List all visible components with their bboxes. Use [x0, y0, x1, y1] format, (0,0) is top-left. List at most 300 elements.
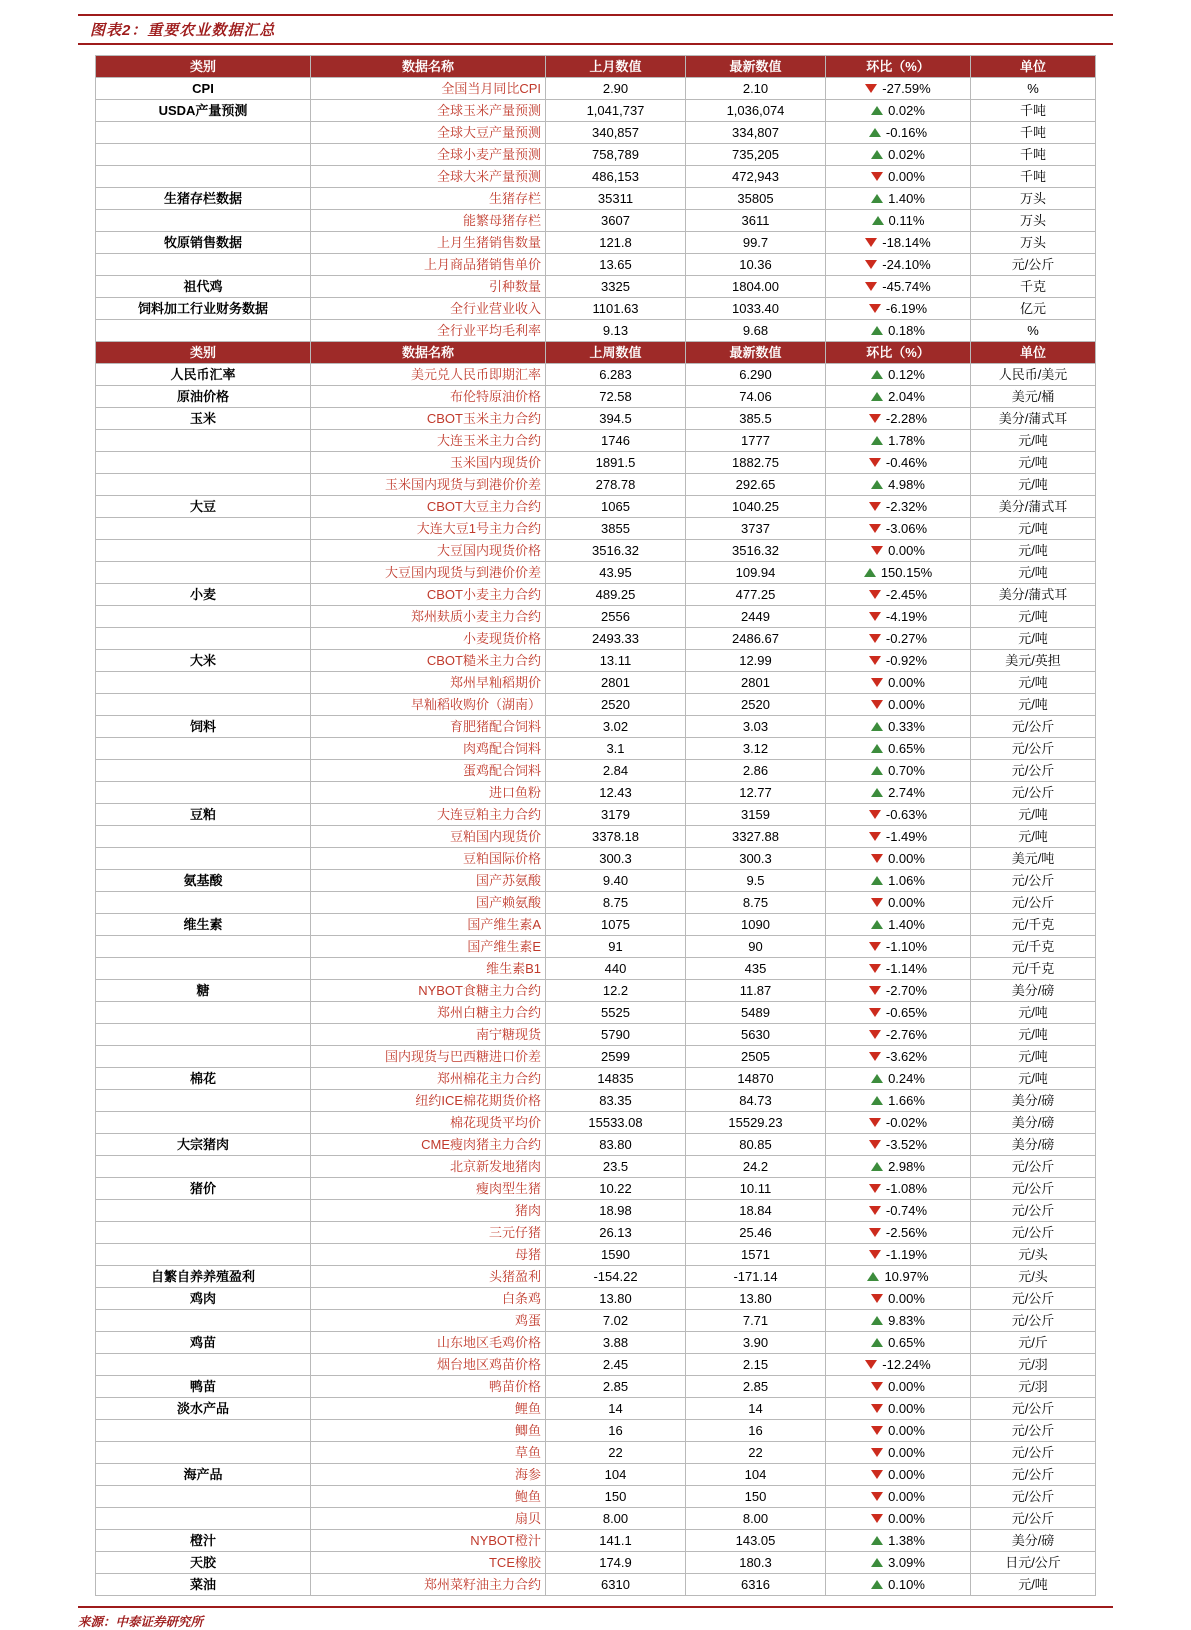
table-row — [96, 672, 1096, 694]
table-row — [96, 562, 1096, 584]
row-change — [826, 760, 971, 782]
row-latest-value: 22 — [686, 1442, 826, 1464]
row-category — [96, 254, 311, 276]
table-row — [96, 694, 1096, 716]
table-row — [96, 364, 1096, 386]
row-unit: 元/吨 — [971, 804, 1096, 826]
table-row — [96, 1530, 1096, 1552]
row-latest-value: 16 — [686, 1420, 826, 1442]
header-unit: 单位 — [971, 56, 1096, 78]
table-row — [96, 1332, 1096, 1354]
row-unit: 元/公斤 — [971, 1310, 1096, 1332]
table-row — [96, 1002, 1096, 1024]
row-prev-value: 2.84 — [546, 760, 686, 782]
row-latest-value: 2505 — [686, 1046, 826, 1068]
row-category — [96, 1310, 311, 1332]
change-value: -0.46% — [885, 455, 928, 471]
row-data-name: 北京新发地猪肉 — [311, 1156, 546, 1178]
row-latest-value: 3159 — [686, 804, 826, 826]
row-data-name: 鸡蛋 — [311, 1310, 546, 1332]
row-latest-value: 2.86 — [686, 760, 826, 782]
row-prev-value: 300.3 — [546, 848, 686, 870]
row-data-name: NYBOT食糖主力合约 — [311, 980, 546, 1002]
triangle-up-icon — [871, 1580, 883, 1589]
change-value: 0.00% — [888, 1401, 925, 1417]
triangle-down-icon — [871, 546, 883, 555]
triangle-up-icon — [871, 370, 883, 379]
change-value: -3.06% — [885, 521, 928, 537]
triangle-down-icon — [869, 1228, 881, 1237]
row-data-name: 鲤鱼 — [311, 1398, 546, 1420]
change-value: -45.74% — [882, 279, 931, 295]
table-row — [96, 650, 1096, 672]
row-category — [96, 760, 311, 782]
row-unit: 美分/磅 — [971, 980, 1096, 1002]
table-row — [96, 628, 1096, 650]
change-value: -1.14% — [885, 961, 928, 977]
row-change — [826, 1574, 971, 1596]
row-change — [826, 1376, 971, 1398]
row-latest-value: 150 — [686, 1486, 826, 1508]
figure-title-bar — [78, 14, 1113, 45]
row-category: USDA产量预测 — [96, 100, 311, 122]
row-prev-value: 3179 — [546, 804, 686, 826]
row-data-name: 大豆国内现货价格 — [311, 540, 546, 562]
source-note: 来源：中泰证券研究所 — [78, 1606, 1113, 1630]
table-row — [96, 870, 1096, 892]
row-data-name: 国产维生素A — [311, 914, 546, 936]
triangle-up-icon — [871, 1558, 883, 1567]
table-row — [96, 1508, 1096, 1530]
row-unit: 元/吨 — [971, 562, 1096, 584]
table-row — [96, 936, 1096, 958]
row-prev-value: 14 — [546, 1398, 686, 1420]
row-prev-value: 5525 — [546, 1002, 686, 1024]
row-unit: 元/公斤 — [971, 1200, 1096, 1222]
row-prev-value: 2.90 — [546, 78, 686, 100]
row-unit: 元/吨 — [971, 474, 1096, 496]
row-change — [826, 78, 971, 100]
row-latest-value: 7.71 — [686, 1310, 826, 1332]
row-prev-value: 3325 — [546, 276, 686, 298]
row-change — [826, 232, 971, 254]
header-unit: 单位 — [971, 342, 1096, 364]
row-unit: 元/公斤 — [971, 716, 1096, 738]
change-value: 0.00% — [888, 1445, 925, 1461]
row-unit: 千克 — [971, 276, 1096, 298]
row-latest-value: 99.7 — [686, 232, 826, 254]
triangle-down-icon — [871, 1470, 883, 1479]
table-row — [96, 254, 1096, 276]
row-prev-value: 13.65 — [546, 254, 686, 276]
row-latest-value: 2.85 — [686, 1376, 826, 1398]
change-value: 0.24% — [888, 1071, 925, 1087]
row-latest-value: 24.2 — [686, 1156, 826, 1178]
row-change — [826, 518, 971, 540]
row-category: 淡水产品 — [96, 1398, 311, 1420]
row-data-name: CBOT大豆主力合约 — [311, 496, 546, 518]
table-row — [96, 386, 1096, 408]
row-change — [826, 804, 971, 826]
triangle-down-icon — [869, 304, 881, 313]
row-prev-value: 2556 — [546, 606, 686, 628]
change-value: -6.19% — [885, 301, 928, 317]
row-change — [826, 1288, 971, 1310]
triangle-down-icon — [869, 986, 881, 995]
row-data-name: 玉米国内现货价 — [311, 452, 546, 474]
row-category: 自繁自养养殖盈利 — [96, 1266, 311, 1288]
row-latest-value: 90 — [686, 936, 826, 958]
row-change — [826, 980, 971, 1002]
change-value: -0.92% — [885, 653, 928, 669]
triangle-up-icon — [871, 788, 883, 797]
table-row — [96, 1266, 1096, 1288]
row-change — [826, 298, 971, 320]
triangle-down-icon — [871, 1404, 883, 1413]
row-category — [96, 144, 311, 166]
table-row — [96, 1310, 1096, 1332]
row-prev-value: 91 — [546, 936, 686, 958]
triangle-up-icon — [871, 326, 883, 335]
row-unit: 元/吨 — [971, 628, 1096, 650]
row-unit: 人民币/美元 — [971, 364, 1096, 386]
change-value: 0.10% — [888, 1577, 925, 1593]
row-unit: 亿元 — [971, 298, 1096, 320]
row-unit: 元/公斤 — [971, 782, 1096, 804]
row-prev-value: 121.8 — [546, 232, 686, 254]
row-data-name: 豆粕国际价格 — [311, 848, 546, 870]
row-change — [826, 1244, 971, 1266]
triangle-down-icon — [869, 1030, 881, 1039]
row-latest-value: 334,807 — [686, 122, 826, 144]
change-value: 0.11% — [888, 213, 925, 229]
row-unit: 万头 — [971, 210, 1096, 232]
row-category — [96, 430, 311, 452]
row-change — [826, 1486, 971, 1508]
row-change — [826, 144, 971, 166]
row-category — [96, 936, 311, 958]
row-prev-value: 440 — [546, 958, 686, 980]
row-latest-value: 385.5 — [686, 408, 826, 430]
triangle-down-icon — [869, 612, 881, 621]
row-prev-value: 1590 — [546, 1244, 686, 1266]
row-category: 玉米 — [96, 408, 311, 430]
row-category — [96, 452, 311, 474]
change-value: -1.08% — [885, 1181, 928, 1197]
row-data-name: 母猪 — [311, 1244, 546, 1266]
row-prev-value: 14835 — [546, 1068, 686, 1090]
triangle-down-icon — [871, 854, 883, 863]
row-prev-value: 758,789 — [546, 144, 686, 166]
triangle-down-icon — [869, 502, 881, 511]
table-row — [96, 540, 1096, 562]
row-prev-value: 6310 — [546, 1574, 686, 1596]
row-unit: 日元/公斤 — [971, 1552, 1096, 1574]
row-change — [826, 1552, 971, 1574]
triangle-up-icon — [871, 480, 883, 489]
row-category — [96, 1244, 311, 1266]
change-value: -2.70% — [885, 983, 928, 999]
row-data-name: 玉米国内现货与到港价价差 — [311, 474, 546, 496]
row-latest-value: 1033.40 — [686, 298, 826, 320]
triangle-down-icon — [869, 1118, 881, 1127]
row-category — [96, 1222, 311, 1244]
table-row — [96, 1442, 1096, 1464]
row-unit: 美分/磅 — [971, 1090, 1096, 1112]
table-row — [96, 958, 1096, 980]
row-category — [96, 826, 311, 848]
row-unit: 元/吨 — [971, 540, 1096, 562]
row-unit: 元/吨 — [971, 430, 1096, 452]
row-change — [826, 254, 971, 276]
change-value: 2.98% — [888, 1159, 925, 1175]
row-change — [826, 1464, 971, 1486]
row-change — [826, 1024, 971, 1046]
triangle-down-icon — [871, 1492, 883, 1501]
row-unit: 元/吨 — [971, 1002, 1096, 1024]
row-prev-value: 8.00 — [546, 1508, 686, 1530]
triangle-down-icon — [869, 656, 881, 665]
row-category — [96, 210, 311, 232]
row-latest-value: -171.14 — [686, 1266, 826, 1288]
row-data-name: 国内现货与巴西糖进口价差 — [311, 1046, 546, 1068]
table-row — [96, 188, 1096, 210]
triangle-up-icon — [871, 194, 883, 203]
row-data-name: 生猪存栏 — [311, 188, 546, 210]
triangle-up-icon — [871, 1316, 883, 1325]
row-category — [96, 1354, 311, 1376]
row-category — [96, 474, 311, 496]
triangle-down-icon — [869, 634, 881, 643]
row-category: 天胶 — [96, 1552, 311, 1574]
row-latest-value: 1777 — [686, 430, 826, 452]
row-unit: 美分/蒲式耳 — [971, 584, 1096, 606]
row-prev-value: 1065 — [546, 496, 686, 518]
row-unit: 元/公斤 — [971, 1288, 1096, 1310]
row-change — [826, 958, 971, 980]
row-category: 维生素 — [96, 914, 311, 936]
row-unit: 元/吨 — [971, 1024, 1096, 1046]
row-category: 氨基酸 — [96, 870, 311, 892]
row-change — [826, 1002, 971, 1024]
row-latest-value: 477.25 — [686, 584, 826, 606]
change-value: 0.00% — [888, 1467, 925, 1483]
table-row — [96, 166, 1096, 188]
row-category: 棉花 — [96, 1068, 311, 1090]
row-category: 原油价格 — [96, 386, 311, 408]
change-value: -2.76% — [885, 1027, 928, 1043]
row-data-name: 全球大豆产量预测 — [311, 122, 546, 144]
row-prev-value: 489.25 — [546, 584, 686, 606]
change-value: -0.63% — [885, 807, 928, 823]
change-value: 0.00% — [888, 675, 925, 691]
row-category — [96, 320, 311, 342]
row-category — [96, 628, 311, 650]
row-prev-value: 3607 — [546, 210, 686, 232]
triangle-down-icon — [871, 1448, 883, 1457]
row-category — [96, 1002, 311, 1024]
row-unit: 元/吨 — [971, 606, 1096, 628]
row-data-name: CBOT小麦主力合约 — [311, 584, 546, 606]
row-data-name: 小麦现货价格 — [311, 628, 546, 650]
row-change — [826, 936, 971, 958]
row-category: 鸡苗 — [96, 1332, 311, 1354]
row-latest-value: 15529.23 — [686, 1112, 826, 1134]
row-unit: 千吨 — [971, 144, 1096, 166]
row-data-name: 国产苏氨酸 — [311, 870, 546, 892]
change-value: 3.09% — [888, 1555, 925, 1571]
change-value: 0.00% — [888, 169, 925, 185]
table-row — [96, 1398, 1096, 1420]
row-unit: 美分/蒲式耳 — [971, 496, 1096, 518]
table-row — [96, 496, 1096, 518]
table-row — [96, 1090, 1096, 1112]
row-unit: 美元/吨 — [971, 848, 1096, 870]
change-value: -0.02% — [885, 1115, 928, 1131]
triangle-up-icon — [871, 1162, 883, 1171]
row-category: 菜油 — [96, 1574, 311, 1596]
row-prev-value: 2520 — [546, 694, 686, 716]
change-value: 1.40% — [888, 917, 925, 933]
row-change — [826, 1090, 971, 1112]
table-row — [96, 210, 1096, 232]
row-category — [96, 122, 311, 144]
row-change — [826, 408, 971, 430]
row-prev-value: 15533.08 — [546, 1112, 686, 1134]
table-row — [96, 452, 1096, 474]
triangle-down-icon — [869, 1052, 881, 1061]
row-unit: 元/千克 — [971, 958, 1096, 980]
row-data-name: 布伦特原油价格 — [311, 386, 546, 408]
row-unit: 美分/磅 — [971, 1112, 1096, 1134]
triangle-up-icon — [867, 1272, 879, 1281]
change-value: 4.98% — [888, 477, 925, 493]
row-change — [826, 1134, 971, 1156]
change-value: -2.56% — [885, 1225, 928, 1241]
table-row — [96, 1112, 1096, 1134]
row-change — [826, 540, 971, 562]
row-category: 海产品 — [96, 1464, 311, 1486]
header-data-name: 数据名称 — [311, 56, 546, 78]
table-row — [96, 892, 1096, 914]
row-category — [96, 738, 311, 760]
row-category: 牧原销售数据 — [96, 232, 311, 254]
row-unit: 元/公斤 — [971, 1156, 1096, 1178]
row-prev-value: 2.85 — [546, 1376, 686, 1398]
row-category — [96, 1486, 311, 1508]
triangle-down-icon — [869, 942, 881, 951]
table-row — [96, 738, 1096, 760]
row-change — [826, 672, 971, 694]
row-latest-value: 6316 — [686, 1574, 826, 1596]
row-latest-value: 12.77 — [686, 782, 826, 804]
row-unit: 美元/英担 — [971, 650, 1096, 672]
weekly-header-row — [96, 342, 1096, 364]
change-value: 0.00% — [888, 895, 925, 911]
row-unit: 美分/磅 — [971, 1134, 1096, 1156]
row-latest-value: 3737 — [686, 518, 826, 540]
row-latest-value: 735,205 — [686, 144, 826, 166]
row-prev-value: 2.45 — [546, 1354, 686, 1376]
table-row — [96, 1464, 1096, 1486]
row-data-name: 国产赖氨酸 — [311, 892, 546, 914]
change-value: -27.59% — [882, 81, 931, 97]
row-change — [826, 716, 971, 738]
row-unit: 万头 — [971, 188, 1096, 210]
row-data-name: 国产维生素E — [311, 936, 546, 958]
row-category: 人民币汇率 — [96, 364, 311, 386]
row-change — [826, 166, 971, 188]
row-change — [826, 474, 971, 496]
row-category — [96, 1442, 311, 1464]
table-row — [96, 144, 1096, 166]
row-latest-value: 143.05 — [686, 1530, 826, 1552]
row-category — [96, 958, 311, 980]
triangle-down-icon — [869, 524, 881, 533]
row-change — [826, 496, 971, 518]
row-unit: % — [971, 78, 1096, 100]
page-title: 图表2：重要农业数据汇总 — [90, 22, 276, 39]
row-data-name: CME瘦肉猪主力合约 — [311, 1134, 546, 1156]
row-category: 饲料加工行业财务数据 — [96, 298, 311, 320]
change-value: -2.32% — [885, 499, 928, 515]
row-unit: 美分/磅 — [971, 1530, 1096, 1552]
row-prev-value: 35311 — [546, 188, 686, 210]
change-value: -1.49% — [885, 829, 928, 845]
header-data-name: 数据名称 — [311, 342, 546, 364]
row-change — [826, 1222, 971, 1244]
weekly-rows — [96, 364, 1096, 1596]
triangle-down-icon — [871, 1514, 883, 1523]
change-value: 0.00% — [888, 1511, 925, 1527]
row-latest-value: 1882.75 — [686, 452, 826, 474]
change-value: 2.74% — [888, 785, 925, 801]
row-unit: 元/公斤 — [971, 892, 1096, 914]
row-prev-value: 278.78 — [546, 474, 686, 496]
triangle-down-icon — [865, 238, 877, 247]
row-change — [826, 386, 971, 408]
change-value: 0.00% — [888, 1291, 925, 1307]
row-data-name: 南宁糖现货 — [311, 1024, 546, 1046]
row-data-name: 鲫鱼 — [311, 1420, 546, 1442]
row-latest-value: 3611 — [686, 210, 826, 232]
row-category: CPI — [96, 78, 311, 100]
row-change — [826, 1332, 971, 1354]
row-unit: 美元/桶 — [971, 386, 1096, 408]
row-unit: 千吨 — [971, 122, 1096, 144]
row-data-name: 鲍鱼 — [311, 1486, 546, 1508]
header-change: 环比（%） — [826, 342, 971, 364]
row-change — [826, 1530, 971, 1552]
table-row — [96, 1244, 1096, 1266]
change-value: -2.28% — [885, 411, 928, 427]
row-unit: 元/吨 — [971, 1046, 1096, 1068]
row-data-name: 蛋鸡配合饲料 — [311, 760, 546, 782]
change-value: 2.04% — [888, 389, 925, 405]
row-change — [826, 628, 971, 650]
row-change — [826, 122, 971, 144]
row-unit: 元/千克 — [971, 914, 1096, 936]
row-change — [826, 562, 971, 584]
row-category — [96, 672, 311, 694]
table-row — [96, 606, 1096, 628]
row-prev-value: 72.58 — [546, 386, 686, 408]
report-page — [0, 14, 1191, 1630]
change-value: 0.00% — [888, 697, 925, 713]
row-unit: 元/羽 — [971, 1376, 1096, 1398]
row-latest-value: 8.75 — [686, 892, 826, 914]
row-category: 祖代鸡 — [96, 276, 311, 298]
